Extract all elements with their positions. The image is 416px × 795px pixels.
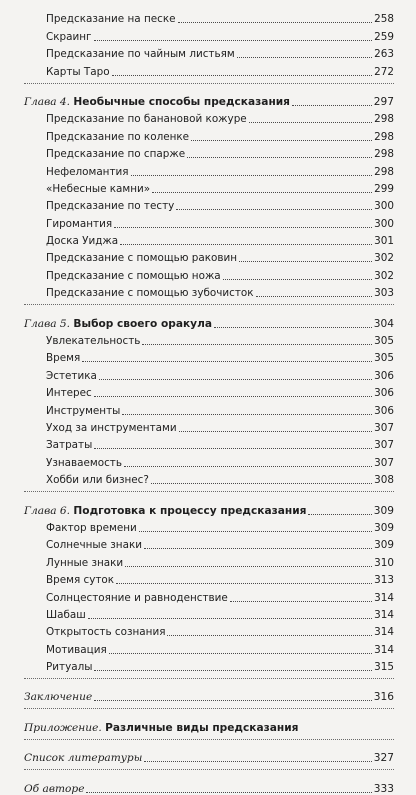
conclusion-label: Заключение xyxy=(24,691,93,704)
toc-entry xyxy=(24,264,394,281)
dot-leader xyxy=(187,157,372,158)
section-separator xyxy=(24,83,394,91)
dot-leader xyxy=(178,22,373,23)
entry-title: Время суток xyxy=(46,574,115,587)
toc-entry xyxy=(24,417,394,434)
dot-leader xyxy=(109,653,372,654)
entry-title: Предсказание по чайным листьям xyxy=(46,48,235,61)
entry-page: 306 xyxy=(374,404,394,417)
table-of-contents xyxy=(24,8,394,795)
entry-page: 306 xyxy=(374,387,394,400)
toc-entry xyxy=(24,551,394,568)
entry-title: Инструменты xyxy=(46,404,121,417)
entry-title: Увлекательность xyxy=(46,335,141,348)
entry-page: 307 xyxy=(374,439,394,452)
entry-page: 314 xyxy=(374,643,394,656)
toc-entry xyxy=(24,247,394,264)
toc-entry xyxy=(24,604,394,621)
chapter-heading-4 xyxy=(24,91,394,108)
dot-leader xyxy=(167,635,372,636)
toc-entry xyxy=(24,178,394,195)
dot-leader xyxy=(114,227,372,228)
chapter-page: 304 xyxy=(373,317,394,330)
toc-entry xyxy=(24,569,394,586)
toc-entry xyxy=(24,195,394,212)
entry-title: Уход за инструментами xyxy=(46,421,177,434)
dot-leader xyxy=(112,75,373,76)
entry-title: Предсказание с помощью зубочисток xyxy=(46,287,254,300)
entry-title: Ритуалы xyxy=(46,661,93,674)
dot-leader xyxy=(179,431,373,432)
entry-page: 313 xyxy=(374,574,394,587)
toc-entry xyxy=(24,382,394,399)
entry-page: 314 xyxy=(374,591,394,604)
chapter-title: Необычные способы предсказания xyxy=(73,95,290,108)
entry-title: Нефеломантия xyxy=(46,165,129,178)
bibliography-label: Список литературы xyxy=(24,752,143,765)
toc-entry xyxy=(24,399,394,416)
about-author-page: 333 xyxy=(373,782,394,795)
entry-title: Открытость сознания xyxy=(46,626,166,639)
chapter-heading-6 xyxy=(24,499,394,516)
toc-entry xyxy=(24,586,394,603)
dot-leader xyxy=(124,466,372,467)
entry-title: Предсказание по банановой кожуре xyxy=(46,113,247,126)
dot-leader xyxy=(292,105,372,106)
entry-page: 314 xyxy=(374,608,394,621)
dot-leader xyxy=(152,192,372,193)
entry-page: 263 xyxy=(374,48,394,61)
entry-title: Солнцестояние и равноденствие xyxy=(46,591,228,604)
entry-page: 301 xyxy=(374,235,394,248)
entry-title: Предсказание на песке xyxy=(46,13,176,26)
toc-entry xyxy=(24,347,394,364)
dot-leader xyxy=(120,244,372,245)
entry-page: 309 xyxy=(374,539,394,552)
entry-page: 307 xyxy=(374,421,394,434)
entry-page: 302 xyxy=(374,252,394,265)
dot-leader xyxy=(99,379,372,380)
dot-leader xyxy=(151,483,372,484)
entry-page: 310 xyxy=(374,556,394,569)
chapter-page: 309 xyxy=(373,504,394,517)
entry-title: Узнаваемость xyxy=(46,456,122,469)
dot-leader xyxy=(86,792,371,793)
section-separator xyxy=(24,304,394,312)
toc-entry xyxy=(24,25,394,42)
entry-title: Лунные знаки xyxy=(46,556,124,569)
entry-title: Предсказание по тесту xyxy=(46,200,175,213)
dot-leader xyxy=(214,327,372,328)
dot-leader xyxy=(176,209,372,210)
dot-leader xyxy=(239,261,372,262)
entry-title: Мотивация xyxy=(46,643,107,656)
entry-title: Шабаш xyxy=(46,608,86,621)
toc-about-author xyxy=(24,777,394,794)
entry-page: 305 xyxy=(374,335,394,348)
dot-leader xyxy=(139,531,372,532)
toc-entry xyxy=(24,434,394,451)
entry-page: 300 xyxy=(374,200,394,213)
entry-title: Предсказание по коленке xyxy=(46,130,190,143)
dot-leader xyxy=(125,566,372,567)
about-author-label: Об авторе xyxy=(24,782,85,795)
section-separator xyxy=(24,769,394,777)
entry-page: 309 xyxy=(374,521,394,534)
toc-entry xyxy=(24,330,394,347)
entry-page: 258 xyxy=(374,13,394,26)
entry-title: Предсказание с помощью раковин xyxy=(46,252,238,265)
entry-page: 303 xyxy=(374,287,394,300)
dot-leader xyxy=(308,514,371,515)
chapter-label: Глава 6. xyxy=(24,504,71,517)
dot-leader xyxy=(256,296,373,297)
chapter-page: 297 xyxy=(373,95,394,108)
entry-page: 305 xyxy=(374,352,394,365)
dot-leader xyxy=(223,279,372,280)
chapter-label: Глава 5. xyxy=(24,317,71,330)
entry-title: Хобби или бизнес? xyxy=(46,474,149,487)
dot-leader xyxy=(94,700,372,701)
toc-entry xyxy=(24,364,394,381)
toc-entry xyxy=(24,517,394,534)
entry-page: 259 xyxy=(374,30,394,43)
entry-title: «Небесные камни» xyxy=(46,182,151,195)
entry-page: 298 xyxy=(374,130,394,143)
entry-page: 308 xyxy=(374,474,394,487)
dot-leader xyxy=(94,396,372,397)
entry-page: 315 xyxy=(374,661,394,674)
dot-leader xyxy=(82,361,372,362)
entry-title: Скраинг xyxy=(46,30,92,43)
toc-entry xyxy=(24,160,394,177)
toc-entry xyxy=(24,638,394,655)
entry-title: Фактор времени xyxy=(46,521,137,534)
entry-page: 272 xyxy=(374,65,394,78)
toc-entry xyxy=(24,60,394,77)
toc-conclusion xyxy=(24,686,394,703)
section-separator xyxy=(24,491,394,499)
dot-leader xyxy=(142,344,372,345)
toc-entry xyxy=(24,230,394,247)
section-separator xyxy=(24,708,394,716)
entry-title: Эстетика xyxy=(46,369,97,382)
entry-title: Затраты xyxy=(46,439,93,452)
entry-page: 314 xyxy=(374,626,394,639)
chapter-title: Выбор своего оракула xyxy=(73,317,212,330)
dot-leader xyxy=(94,40,373,41)
dot-leader xyxy=(191,140,372,141)
dot-leader xyxy=(144,761,371,762)
toc-entry xyxy=(24,451,394,468)
dot-leader xyxy=(94,448,372,449)
entry-page: 302 xyxy=(374,269,394,282)
entry-title: Карты Таро xyxy=(46,65,110,78)
toc-entry xyxy=(24,469,394,486)
entry-title: Время xyxy=(46,352,81,365)
chapter-title: Подготовка к процессу предсказания xyxy=(73,504,307,517)
dot-leader xyxy=(88,618,372,619)
dot-leader xyxy=(249,122,372,123)
toc-entry xyxy=(24,8,394,25)
toc-entry xyxy=(24,282,394,299)
bibliography-page: 327 xyxy=(373,752,394,765)
dot-leader xyxy=(230,601,372,602)
entry-title: Гиромантия xyxy=(46,217,113,230)
entry-page: 298 xyxy=(374,165,394,178)
toc-entry xyxy=(24,534,394,551)
dot-leader xyxy=(131,175,373,176)
entry-page: 300 xyxy=(374,217,394,230)
entry-page: 298 xyxy=(374,113,394,126)
toc-entry xyxy=(24,143,394,160)
dot-leader xyxy=(122,414,372,415)
section-separator xyxy=(24,739,394,747)
chapter-heading-5 xyxy=(24,312,394,329)
entry-title: Предсказание с помощью ножа xyxy=(46,269,221,282)
dot-leader xyxy=(116,583,372,584)
toc-bibliography xyxy=(24,747,394,764)
entry-title: Солнечные знаки xyxy=(46,539,142,552)
conclusion-page: 316 xyxy=(373,691,394,704)
section-separator xyxy=(24,678,394,686)
entry-page: 306 xyxy=(374,369,394,382)
dot-leader xyxy=(144,548,372,549)
entry-page: 298 xyxy=(374,148,394,161)
entry-title: Доска Уиджа xyxy=(46,235,119,248)
appendix-label: Приложение. xyxy=(24,721,102,734)
entry-title: Интерес xyxy=(46,387,92,400)
appendix-title: Различные виды предсказания xyxy=(105,721,299,734)
toc-entry xyxy=(24,125,394,142)
toc-entry xyxy=(24,656,394,673)
chapter-label: Глава 4. xyxy=(24,95,71,108)
entry-title: Предсказание по спарже xyxy=(46,148,186,161)
dot-leader xyxy=(94,670,372,671)
toc-entry xyxy=(24,108,394,125)
toc-entry xyxy=(24,621,394,638)
toc-entry xyxy=(24,212,394,229)
toc-entry xyxy=(24,43,394,60)
toc-appendix xyxy=(24,716,394,733)
dot-leader xyxy=(237,57,372,58)
entry-page: 299 xyxy=(374,182,394,195)
entry-page: 307 xyxy=(374,456,394,469)
